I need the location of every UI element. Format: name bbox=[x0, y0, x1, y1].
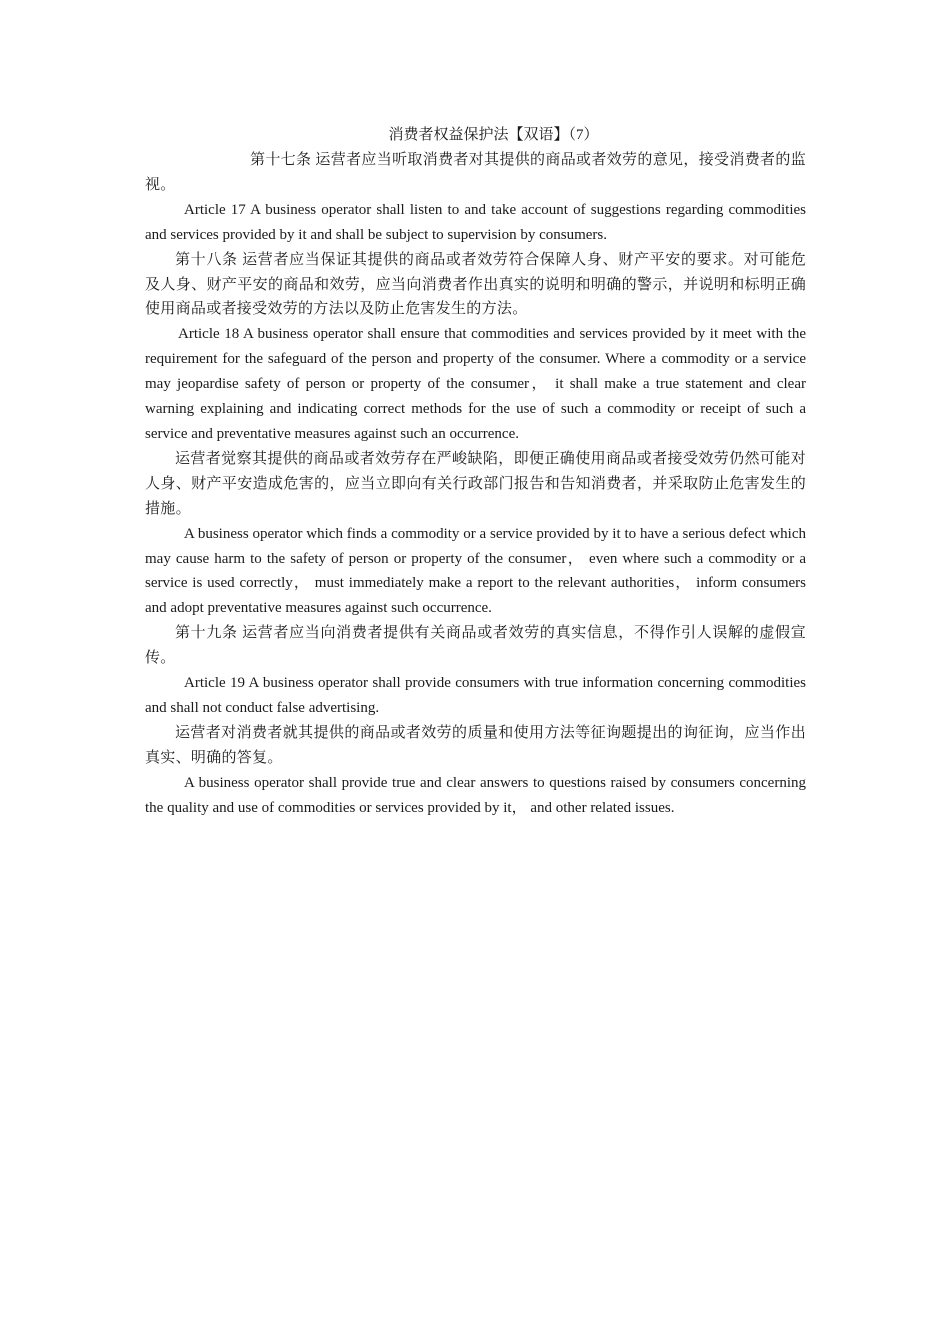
article-18-english: Article 18 A business operator shall ensure that commodities and services provided by it meet with the requirement for the safeguard of the person and property of the consumer. Where a commodity or a service may jeopardise safety of person or property of the consumer， it shall make a true statement and clear warning explaining and indicating correct methods for the use of such a commodity or receipt of such a service and preventative measures against such an occurrence. bbox=[145, 326, 806, 442]
article-19-clause-2-chinese: 运营者对消费者就其提供的商品或者效劳的质量和使用方法等征询题提出的询征询，应当作出真实、明确的答复。 bbox=[145, 724, 806, 766]
article-19-clause-2-english: A business operator shall provide true and clear answers to questions raised by consumers concerning the quality and use of commodities or services provided by it， and other related issues. bbox=[145, 774, 806, 816]
article-19-chinese: 第十九条 运营者应当向消费者提供有关商品或者效劳的真实信息，不得作引人误解的虚假宣传。 bbox=[145, 625, 806, 667]
article-17-english: Article 17 A business operator shall listen to and take account of suggestions regarding commodities and services provided by it and shall be subject to supervision by consumers. bbox=[145, 201, 806, 243]
article-19-english: Article 19 A business operator shall provide consumers with true information concerning commodities and shall not conduct false advertising. bbox=[145, 675, 806, 716]
article-17-chinese: 第十七条 运营者应当听取消费者对其提供的商品或者效劳的意见，接受消费者的监视。 bbox=[145, 152, 806, 193]
article-18-clause-2-english: A business operator which finds a commodity or a service provided by it to have a serious defect which may cause harm to the safety of person or property of the consumer， even where such a commodity or a service is used correctly， must immediately make a report to the relevant authorities， inform consumers and adopt preventative measures against such occurrence. bbox=[145, 525, 806, 617]
document-title: 消费者权益保护法【双语】（7） bbox=[388, 127, 599, 143]
article-18-clause-2-chinese: 运营者觉察其提供的商品或者效劳存在严峻缺陷，即便正确使用商品或者接受效劳仍然可能对人身、财产平安造成危害的，应当立即向有关行政部门报告和告知消费者，并采取防止危害发生的措施。 bbox=[145, 450, 806, 517]
article-18-chinese: 第十八条 运营者应当保证其提供的商品或者效劳符合保障人身、财产平安的要求。对可能危及人身、财产平安的商品和效劳，应当向消费者作出真实的说明和明确的警示，并说明和标明正确使用商品或者接受效劳的方法以及防止危害发生的方法。 bbox=[145, 251, 806, 318]
document-page bbox=[145, 122, 806, 820]
